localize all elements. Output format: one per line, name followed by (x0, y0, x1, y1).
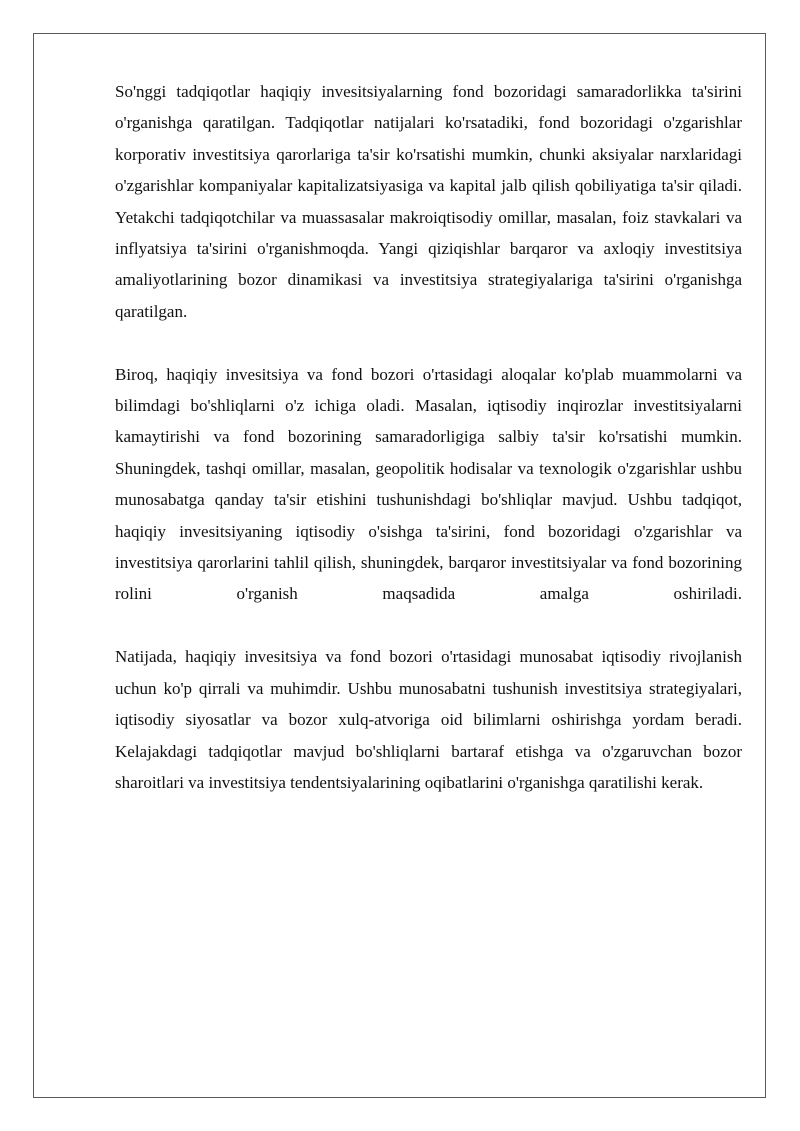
paragraph-challenges: Biroq, haqiqiy invesitsiya va fond bozori o'rtasidagi aloqalar ko'plab muammolarni va bilimdagi bo'shliqlarni o'z ichiga oladi. Masalan, iqtisodiy inqirozlar investitsiyalarni kamaytirishi va fond bozorining samaradorligiga salbiy ta'sir ko'rsatishi mumkin. Shuningdek, tashqi omillar, masalan, geopolitik hodisalar va texnologik o'zgarishlar ushbu munosabatga qanday ta'sir etishini tushunishdagi bo'shliqlar mavjud. Ushbu tadqiqot, haqiqiy invesitsiyaning iqtisodiy o'sishga ta'sirini, fond bozoridagi o'zgarishlar va investitsiya qarorlarini tahlil qilish, shuningdek, barqaror investitsiyalar va fond bozorining rolini o'rganish maqsadida amalga oshiriladi. (115, 364, 742, 604)
paragraph-intro: So'nggi tadqiqotlar haqiqiy invesitsiyalarning fond bozoridagi samaradorlikka ta'sirini o'rganishga qaratilgan. Tadqiqotlar natijalari ko'rsatadiki, fond bozoridagi o'zgarishlar korporativ investitsiya qarorlariga ta'sir ko'rsatishi mumkin, chunki aksiyalar narxlaridagi o'zgarishlar kompaniyalar kapitalizatsiyasiga va kapital jalb qilish qobiliyatiga ta'sir qiladi. Yetakchi tadqiqotchilar va muassasalar makroiqtisodiy omillar, masalan, foiz stavkalari va inflyatsiya ta'sirini o'rganishmoqda. Yangi qiziqishlar barqaror va axloqiy investitsiya amaliyotlarining bozor dinamikasi va investitsiya strategiyalariga ta'sirini o'rganishga qaratilgan. (115, 82, 742, 321)
document-body (115, 76, 742, 830)
paragraph-conclusion: Natijada, haqiqiy invesitsiya va fond bozori o'rtasidagi munosabat iqtisodiy rivojlanish uchun ko'p qirrali va muhimdir. Ushbu munosabatni tushunish investitsiya strategiyalari, iqtisodiy siyosatlar va bozor xulq-atvoriga oid bilimlarni oshirishga yordam beradi. Kelajakdagi tadqiqotlar mavjud bo'shliqlarni bartaraf etishga va o'zgaruvchan bozor sharoitlari va investitsiya tendentsiyalarining oqibatlarini o'rganishga qaratilishi kerak. (115, 647, 742, 792)
